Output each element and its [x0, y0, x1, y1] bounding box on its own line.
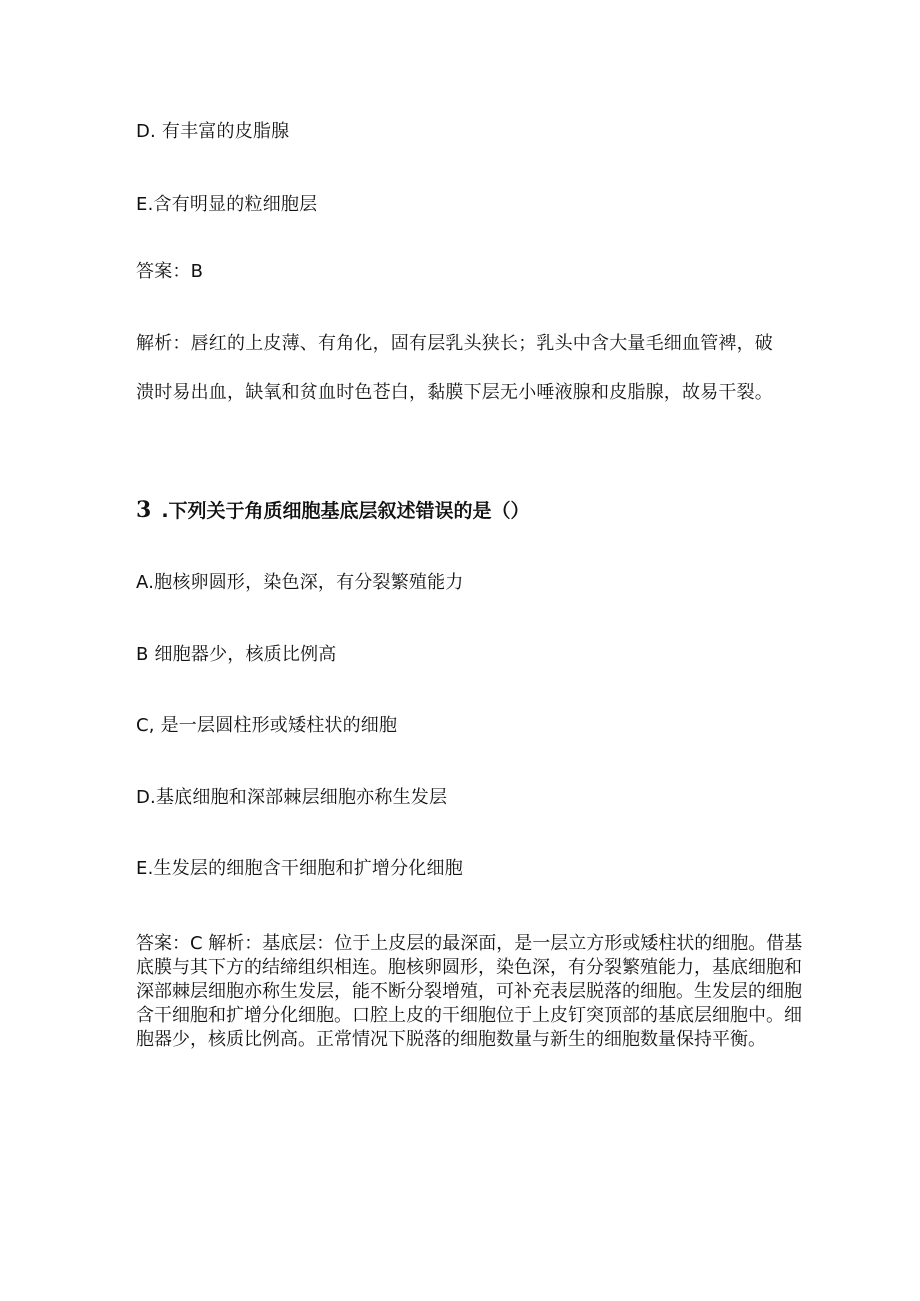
q3-option-c: C, 是一层圆柱形或矮柱状的细胞: [136, 715, 398, 736]
q2-option-e: E.含有明显的粒细胞层: [136, 194, 318, 215]
q3-answer-analysis: 答案：C 解析：基底层：位于上皮层的最深面，是一层立方形或矮柱状的细胞。借基底膜与其下方的结缔组织相连。胞核卵圆形，染色深，有分裂繁殖能力，基底细胞和深部棘层细胞亦称生发层，能不断分裂增殖，可补充表层脱落的细胞。生发层的细胞含干细胞和扩增分化细胞。口腔上皮的干细胞位于上皮钉突顶部的基底层细胞中。细胞器少，核质比例高。正常情况下脱落的细胞数量与新生的细胞数量保持平衡。: [136, 933, 803, 1050]
q2-answer: 答案：B: [136, 261, 204, 282]
q3-number: 3: [136, 497, 152, 523]
q3-option-e: E.生发层的细胞含干细胞和扩增分化细胞: [136, 858, 463, 879]
q2-option-d: D. 有丰富的皮脂腺: [136, 121, 290, 142]
q3-option-d: D.基底细胞和深部棘层细胞亦称生发层: [136, 787, 448, 808]
q2-analysis-line-1: 解析：唇红的上皮薄、有角化，固有层乳头狭长；乳头中含大量毛细血管裨，破: [136, 333, 773, 354]
q3-option-b: B 细胞器少，核质比例高: [136, 644, 337, 665]
q3-option-a: A.胞核卵圆形，染色深，有分裂繁殖能力: [136, 572, 464, 593]
q3-question-title: [136, 498, 530, 523]
q2-analysis-line-2: 溃时易出血，缺氧和贫血时色苍白，黏膜下层无小唾液腺和皮脂腺，故易干裂。: [136, 382, 773, 403]
q3-title-text: .下列关于角质细胞基底层叙述错误的是（）: [161, 500, 530, 522]
